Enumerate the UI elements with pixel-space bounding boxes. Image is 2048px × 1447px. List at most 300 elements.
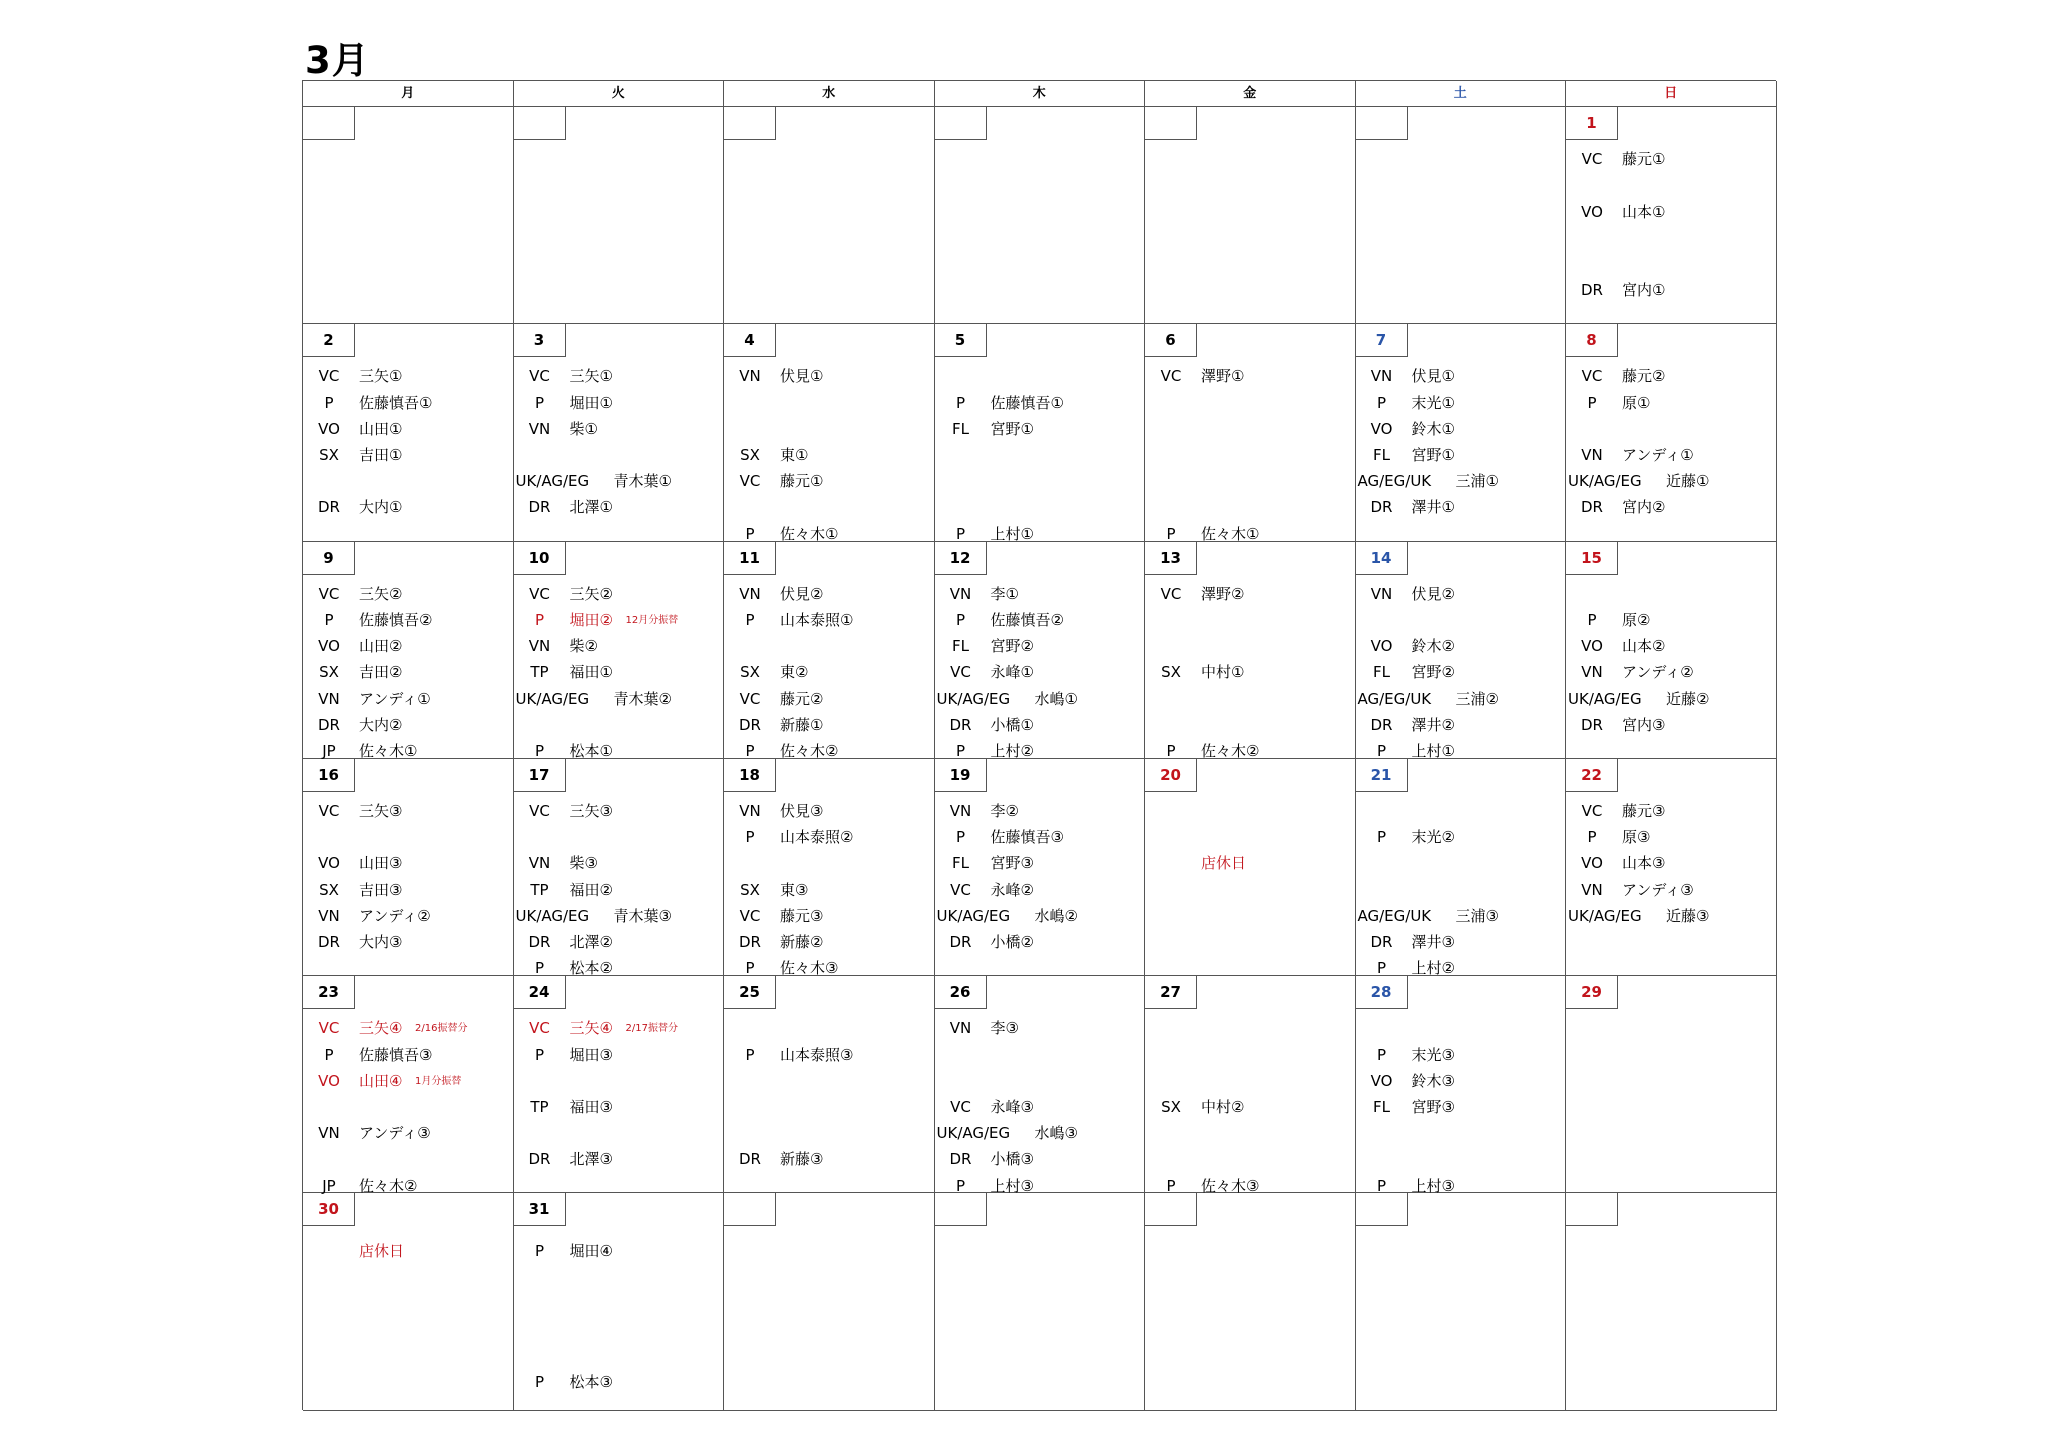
day-cell: [514, 542, 725, 759]
student-name: 柴①: [569, 419, 598, 438]
day-cell: [1566, 542, 1777, 759]
student-name: 三浦①: [1455, 472, 1499, 491]
day-cell: [514, 759, 725, 976]
day-number: 24: [514, 976, 566, 1009]
day-cell: [724, 107, 935, 324]
student-name: 大内②: [359, 715, 403, 734]
student-name: 宮内①: [1622, 281, 1666, 300]
student-name: 宮野③: [1411, 1097, 1455, 1116]
day-cell: [724, 542, 935, 759]
weekday-sun: 日: [1566, 81, 1777, 107]
day-number: 9: [303, 542, 355, 575]
day-cell: [724, 1193, 935, 1410]
lesson-code: JP: [322, 1176, 336, 1195]
lesson-code: VN: [318, 1124, 340, 1143]
lesson-code: VN: [1370, 584, 1393, 603]
lesson-code: DR: [1370, 933, 1393, 952]
student-name: 上村②: [1411, 959, 1455, 978]
day-number: 5: [935, 324, 987, 357]
lesson-code: DR: [949, 933, 972, 952]
student-name: 青木葉②: [613, 689, 672, 708]
day-number: [1145, 1193, 1197, 1226]
student-name: 近藤②: [1666, 689, 1710, 708]
day-number: [303, 107, 355, 140]
lesson-code: FL: [952, 419, 969, 438]
lesson-code: DR: [739, 1150, 761, 1169]
lesson-code: SX: [1161, 663, 1181, 682]
student-name: アンディ③: [1622, 880, 1694, 899]
lesson-code: AG/EG/UK: [1357, 689, 1432, 708]
student-name: 新藤①: [780, 715, 824, 734]
day-number: [935, 1193, 987, 1226]
lesson-code: DR: [739, 715, 761, 734]
student-name: 佐藤慎吾③: [990, 828, 1064, 847]
day-cell: [303, 324, 514, 541]
day-cell: [514, 324, 725, 541]
lesson-code: VN: [1581, 446, 1603, 465]
student-name: 上村③: [990, 1176, 1034, 1195]
day-cell: [1145, 324, 1356, 541]
student-name: 宮内③: [1622, 715, 1666, 734]
lesson-code: P: [534, 393, 545, 412]
lesson-code: VC: [529, 367, 550, 386]
student-name: 北澤①: [569, 498, 613, 517]
student-name: 澤野②: [1201, 584, 1245, 603]
day-number: [1145, 107, 1197, 140]
student-name: 藤元①: [780, 472, 824, 491]
student-name: 末光③: [1411, 1045, 1455, 1064]
student-name: 宮野②: [990, 637, 1034, 656]
day-number: 2: [303, 324, 355, 357]
student-name: 原①: [1622, 393, 1651, 412]
day-cell: [1566, 107, 1777, 324]
day-cell: [1566, 324, 1777, 541]
day-number: [1356, 1193, 1408, 1226]
lesson-code: VN: [528, 854, 551, 873]
day-number: [1356, 107, 1408, 140]
student-name: 澤井③: [1411, 933, 1455, 952]
lesson-code: P: [955, 1176, 966, 1195]
lesson-code: P: [534, 959, 545, 978]
day-cell: [303, 107, 514, 324]
student-name: 上村③: [1411, 1176, 1455, 1195]
student-name: 三矢③: [359, 802, 403, 821]
student-name: 原②: [1622, 610, 1651, 629]
day-cell: [514, 107, 725, 324]
student-name: 山田④: [359, 1071, 403, 1090]
student-name: 東②: [780, 663, 809, 682]
day-cell: [1145, 976, 1356, 1193]
lesson-code: P: [324, 393, 334, 412]
lesson-code: VC: [529, 802, 550, 821]
lesson-code: DR: [949, 1150, 972, 1169]
student-name: 小橋①: [990, 715, 1034, 734]
student-name: 三矢①: [359, 367, 403, 386]
lesson-code: VN: [949, 584, 972, 603]
lesson-code: P: [534, 610, 545, 629]
day-number: 4: [724, 324, 776, 357]
student-name: 藤元③: [780, 906, 824, 925]
lesson-code: VO: [318, 637, 340, 656]
student-name: 佐々木①: [1201, 524, 1260, 543]
student-name: 水嶋①: [1034, 689, 1078, 708]
reschedule-note: 1月分振替: [415, 1075, 462, 1087]
student-name: 小橋③: [990, 1150, 1034, 1169]
day-cell: [724, 759, 935, 976]
student-name: 上村②: [990, 741, 1034, 760]
lesson-code: VN: [739, 367, 761, 386]
lesson-code: P: [745, 828, 755, 847]
lesson-code: DR: [1370, 715, 1393, 734]
lesson-code: DR: [528, 933, 551, 952]
student-name: 中村②: [1201, 1097, 1245, 1116]
student-name: 山田①: [359, 419, 403, 438]
lesson-code: P: [955, 828, 966, 847]
day-cell: [303, 1193, 514, 1410]
lesson-code: P: [955, 524, 966, 543]
reschedule-note: 12月分振替: [625, 614, 679, 626]
day-number: 1: [1566, 107, 1618, 140]
student-name: 山本泰照②: [780, 828, 854, 847]
day-number: [724, 107, 776, 140]
student-name: 松本③: [569, 1372, 613, 1391]
day-cell: [303, 759, 514, 976]
student-name: 吉田②: [359, 663, 403, 682]
student-name: 宮野②: [1411, 663, 1455, 682]
student-name: 李③: [990, 1019, 1019, 1038]
day-cell: [1566, 976, 1777, 1193]
lesson-code: VC: [1581, 367, 1603, 386]
lesson-code: DR: [318, 933, 340, 952]
day-cell: [724, 324, 935, 541]
day-cell: [935, 107, 1146, 324]
student-name: 三浦③: [1455, 906, 1499, 925]
lesson-code: VC: [1160, 584, 1182, 603]
student-name: 上村①: [1411, 741, 1455, 760]
student-name: 鈴木③: [1411, 1071, 1455, 1090]
day-cell: [935, 324, 1146, 541]
student-name: 伏見③: [780, 802, 824, 821]
lesson-code: VC: [950, 663, 971, 682]
student-name: 近藤①: [1666, 472, 1710, 491]
lesson-code: VN: [528, 419, 551, 438]
student-name: 山本①: [1622, 202, 1666, 221]
day-number: 7: [1356, 324, 1408, 357]
day-cell: [935, 1193, 1146, 1410]
day-number: [514, 107, 566, 140]
lesson-code: FL: [1373, 446, 1390, 465]
student-name: 李②: [990, 802, 1019, 821]
student-name: 青木葉③: [613, 906, 672, 925]
weekday-header: [303, 81, 1776, 107]
day-number: 18: [724, 759, 776, 792]
student-name: 山本泰照①: [780, 610, 854, 629]
student-name: 大内①: [359, 498, 403, 517]
lesson-code: P: [745, 741, 755, 760]
lesson-code: VC: [529, 1019, 550, 1038]
lesson-code: VC: [318, 367, 340, 386]
day-number: [935, 107, 987, 140]
lesson-code: VC: [318, 1019, 340, 1038]
day-cell: [514, 1193, 725, 1410]
lesson-code: VN: [318, 906, 340, 925]
student-name: 李①: [990, 584, 1019, 603]
student-name: 原③: [1622, 828, 1651, 847]
calendar-grid: [302, 80, 1776, 1410]
lesson-code: VC: [318, 584, 340, 603]
student-name: 伏見②: [780, 584, 824, 603]
lesson-code: UK/AG/EG: [515, 906, 590, 925]
day-number: 23: [303, 976, 355, 1009]
student-name: 佐藤慎吾③: [359, 1045, 433, 1064]
student-name: 宮内②: [1622, 498, 1666, 517]
lesson-code: VC: [529, 584, 550, 603]
reschedule-note: 2/17振替分: [625, 1023, 678, 1035]
lesson-code: P: [534, 1241, 545, 1260]
lesson-code: P: [534, 1372, 545, 1391]
day-number: 13: [1145, 542, 1197, 575]
student-name: 澤井②: [1411, 715, 1455, 734]
lesson-code: P: [955, 610, 966, 629]
lesson-code: DR: [739, 933, 761, 952]
lesson-code: P: [1376, 959, 1387, 978]
student-name: 青木葉①: [613, 472, 672, 491]
day-number: 25: [724, 976, 776, 1009]
student-name: 吉田①: [359, 446, 403, 465]
student-name: 藤元③: [1622, 802, 1666, 821]
lesson-code: VO: [1370, 637, 1393, 656]
lesson-code: P: [1376, 1176, 1387, 1195]
student-name: 永峰③: [990, 1097, 1034, 1116]
student-name: 三矢②: [569, 584, 613, 603]
lesson-code: FL: [1373, 1097, 1390, 1116]
student-name: 佐々木②: [780, 741, 839, 760]
student-name: 山本③: [1622, 854, 1666, 873]
day-cell: [1356, 976, 1567, 1193]
day-number: 22: [1566, 759, 1618, 792]
lesson-code: SX: [319, 880, 339, 899]
day-number: 16: [303, 759, 355, 792]
day-cell: [935, 976, 1146, 1193]
lesson-code: SX: [740, 880, 760, 899]
student-name: 澤野①: [1201, 367, 1245, 386]
lesson-code: P: [534, 1045, 545, 1064]
lesson-code: VC: [950, 880, 971, 899]
student-name: 末光②: [1411, 828, 1455, 847]
lesson-code: FL: [952, 637, 969, 656]
day-number: 6: [1145, 324, 1197, 357]
lesson-code: P: [1587, 610, 1597, 629]
lesson-code: P: [745, 959, 755, 978]
day-number: [724, 1193, 776, 1226]
day-cell: [1356, 759, 1567, 976]
lesson-code: VN: [528, 637, 551, 656]
lesson-code: VO: [1581, 202, 1603, 221]
lesson-code: VO: [1370, 1071, 1393, 1090]
student-name: 福田③: [569, 1097, 613, 1116]
day-cell: [1145, 1193, 1356, 1410]
lesson-code: VC: [739, 906, 761, 925]
lesson-code: DR: [949, 715, 972, 734]
student-name: 堀田④: [569, 1241, 613, 1260]
day-number: 20: [1145, 759, 1197, 792]
student-name: 佐々木②: [1201, 741, 1260, 760]
student-name: 三矢③: [569, 802, 613, 821]
student-name: アンディ①: [1622, 446, 1694, 465]
day-number: 12: [935, 542, 987, 575]
day-number: 28: [1356, 976, 1408, 1009]
student-name: 澤井①: [1411, 498, 1455, 517]
student-name: 山田②: [359, 637, 403, 656]
lesson-code: P: [534, 741, 545, 760]
day-cell: [935, 542, 1146, 759]
day-cell: [1145, 759, 1356, 976]
student-name: 伏見①: [1411, 367, 1455, 386]
lesson-code: P: [1587, 828, 1597, 847]
student-name: アンディ②: [1622, 663, 1694, 682]
student-name: 新藤③: [780, 1150, 824, 1169]
lesson-code: FL: [952, 854, 969, 873]
day-number: 15: [1566, 542, 1618, 575]
day-number: 29: [1566, 976, 1618, 1009]
lesson-code: SX: [1161, 1097, 1181, 1116]
lesson-code: VC: [1160, 367, 1182, 386]
lesson-code: P: [1376, 393, 1387, 412]
lesson-code: P: [745, 610, 755, 629]
student-name: 近藤③: [1666, 906, 1710, 925]
day-number: 11: [724, 542, 776, 575]
student-name: 佐々木①: [780, 524, 839, 543]
lesson-code: DR: [1581, 715, 1603, 734]
day-cell: [1356, 324, 1567, 541]
lesson-code: P: [1376, 741, 1387, 760]
weekday-fri: 金: [1145, 81, 1356, 107]
student-name: 北澤②: [569, 933, 613, 952]
day-cell: [303, 542, 514, 759]
lesson-code: VN: [949, 1019, 972, 1038]
student-name: 佐々木③: [780, 959, 839, 978]
lesson-code: UK/AG/EG: [515, 472, 590, 491]
lesson-code: FL: [1373, 663, 1390, 682]
lesson-code: DR: [1581, 281, 1603, 300]
day-number: 26: [935, 976, 987, 1009]
lesson-code: VO: [1581, 854, 1603, 873]
day-cell: [303, 976, 514, 1193]
lesson-code: P: [324, 610, 334, 629]
lesson-code: VN: [1581, 880, 1603, 899]
student-name: 佐藤慎吾②: [359, 610, 433, 629]
lesson-code: JP: [322, 741, 336, 760]
day-number: 8: [1566, 324, 1618, 357]
lesson-code: SX: [319, 663, 339, 682]
lesson-code: VO: [1370, 419, 1393, 438]
weekday-wed: 水: [724, 81, 935, 107]
lesson-code: VN: [739, 802, 761, 821]
lesson-code: AG/EG/UK: [1357, 906, 1432, 925]
day-cell: [724, 976, 935, 1193]
student-name: 中村①: [1201, 663, 1245, 682]
day-number: 27: [1145, 976, 1197, 1009]
student-name: 三矢①: [569, 367, 613, 386]
lesson-code: AG/EG/UK: [1357, 472, 1432, 491]
student-name: 永峰②: [990, 880, 1034, 899]
lesson-code: P: [1376, 828, 1387, 847]
day-cell: [1356, 1193, 1567, 1410]
lesson-code: TP: [530, 663, 549, 682]
student-name: 永峰①: [990, 663, 1034, 682]
weekday-thu: 木: [935, 81, 1146, 107]
lesson-code: VN: [318, 689, 340, 708]
day-number: 31: [514, 1193, 566, 1226]
day-number: [1566, 1193, 1618, 1226]
day-cell: [1145, 107, 1356, 324]
day-number: 21: [1356, 759, 1408, 792]
student-name: 佐々木②: [359, 1176, 418, 1195]
student-name: 佐藤慎吾①: [990, 393, 1064, 412]
student-name: 店休日: [359, 1241, 405, 1260]
student-name: 伏見①: [780, 367, 824, 386]
student-name: 山本泰照③: [780, 1045, 854, 1064]
student-name: 東③: [780, 880, 809, 899]
lesson-code: VO: [318, 1071, 340, 1090]
day-number: 14: [1356, 542, 1408, 575]
lesson-code: TP: [530, 1097, 549, 1116]
lesson-code: UK/AG/EG: [1568, 472, 1642, 491]
lesson-code: VO: [318, 854, 340, 873]
student-name: 藤元①: [1622, 150, 1666, 169]
lesson-code: P: [1376, 1045, 1387, 1064]
lesson-code: UK/AG/EG: [936, 1124, 1011, 1143]
lesson-code: VC: [950, 1097, 971, 1116]
student-name: 東①: [780, 446, 809, 465]
student-name: アンディ②: [359, 906, 431, 925]
student-name: 宮野①: [1411, 446, 1455, 465]
lesson-code: P: [745, 524, 755, 543]
day-cell: [514, 976, 725, 1193]
lesson-code: DR: [1370, 498, 1393, 517]
day-cell: [1356, 107, 1567, 324]
student-name: 柴③: [569, 854, 598, 873]
lesson-code: P: [1166, 524, 1176, 543]
student-name: アンディ③: [359, 1124, 431, 1143]
lesson-code: VC: [739, 689, 761, 708]
student-name: アンディ①: [359, 689, 431, 708]
lesson-code: P: [955, 741, 966, 760]
lesson-code: SX: [740, 663, 760, 682]
student-name: 柴②: [569, 637, 598, 656]
student-name: 水嶋③: [1034, 1124, 1078, 1143]
weekday-mon: 月: [303, 81, 514, 107]
student-name: 宮野③: [990, 854, 1034, 873]
lesson-code: P: [955, 393, 966, 412]
student-name: 福田②: [569, 880, 613, 899]
lesson-code: DR: [528, 498, 551, 517]
lesson-code: VC: [1581, 150, 1603, 169]
lesson-code: TP: [530, 880, 549, 899]
lesson-code: DR: [318, 715, 340, 734]
student-name: 松本①: [569, 741, 613, 760]
student-name: 福田①: [569, 663, 613, 682]
lesson-code: VN: [739, 584, 761, 603]
lesson-code: VC: [318, 802, 340, 821]
student-name: 佐々木③: [1201, 1176, 1260, 1195]
day-cell: [1566, 1193, 1777, 1410]
student-name: 伏見②: [1411, 584, 1455, 603]
student-name: 堀田③: [569, 1045, 613, 1064]
student-name: 三浦②: [1455, 689, 1499, 708]
lesson-code: UK/AG/EG: [936, 689, 1011, 708]
lesson-code: DR: [1581, 498, 1603, 517]
